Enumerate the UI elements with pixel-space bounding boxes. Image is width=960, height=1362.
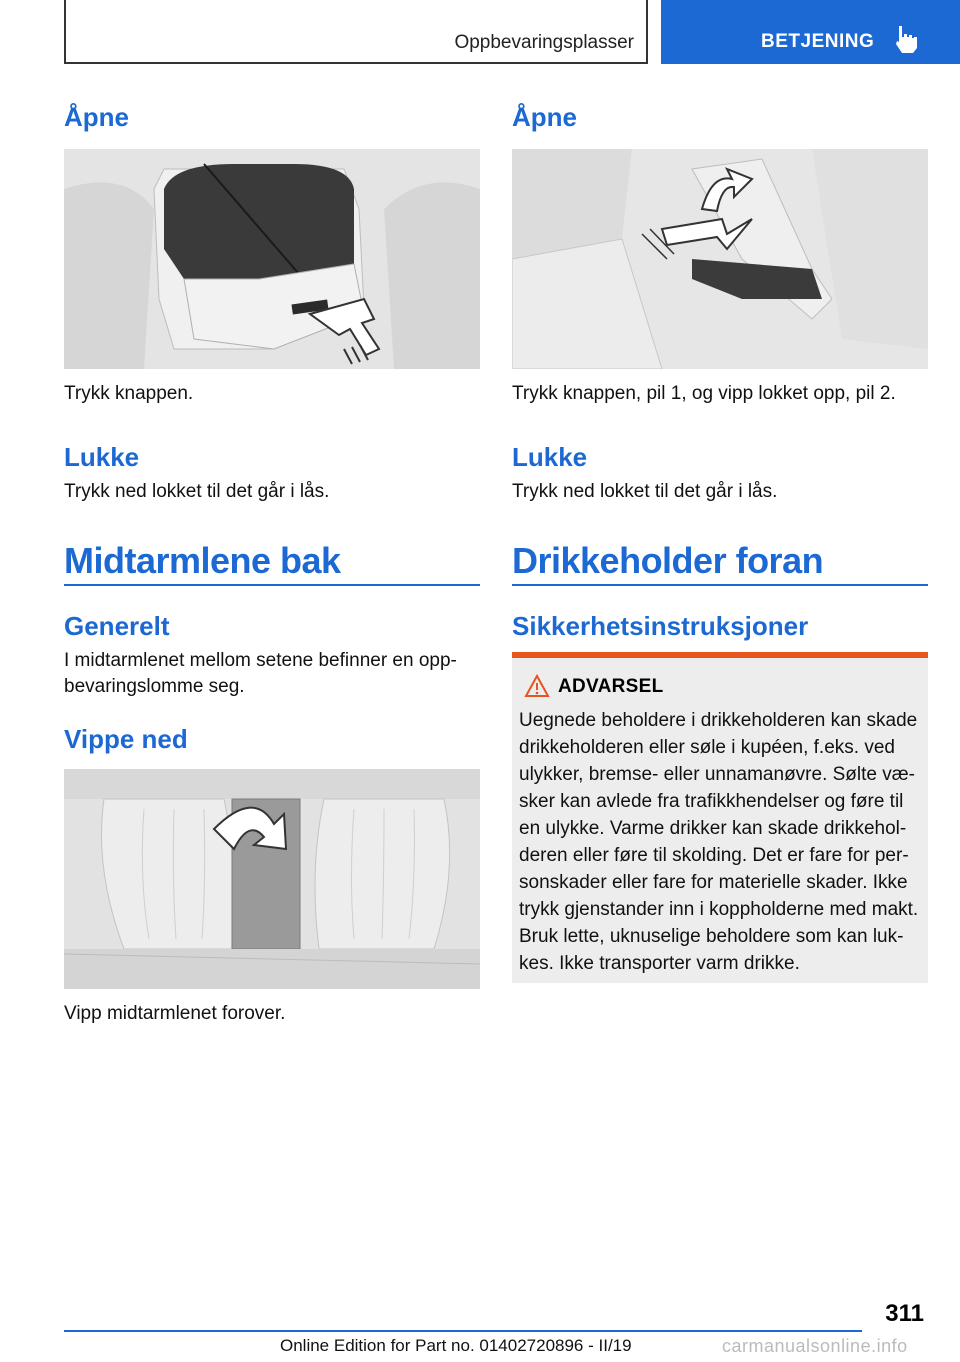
armrest-button-image xyxy=(64,149,480,369)
fold-caption: Vipp midtarmlenet forover. xyxy=(64,1003,286,1024)
footer-watermark: carmanualsonline.info xyxy=(722,1336,908,1356)
rear-seat-image xyxy=(64,769,480,989)
warning-text: Uegnede beholdere i drikkeholderen kan skade drikkeholderen eller søle i kupéen, f.eks. ved ulykker, bremse- eller unnamanøvre. Sølte væ-sker kan avlede fra trafikkhendelser og føre til en ulykke. Varme drikker kan skade drikkehol-deren eller føre til skolding. Det er fare for per-sonskader eller fare for materielle skader. Ikke trykk gjenstander inn i koppholderne med makt. Bruk lette, uknuselige beholdere som kan luk-kes. Ikke transporter varm drikke. xyxy=(519,710,919,974)
section-title-cupholder: Drikkeholder foran xyxy=(512,540,824,581)
close-heading-left: Lukke xyxy=(64,442,140,472)
header-section-title: Oppbevaringsplasser xyxy=(454,32,634,53)
page-number: 311 xyxy=(885,1300,924,1327)
general-heading: Generelt xyxy=(64,611,170,641)
close-heading-right: Lukke xyxy=(512,442,588,472)
rear-seat-armrest-illustration xyxy=(64,769,480,989)
warning-bar xyxy=(512,652,928,658)
footer-edition: Online Edition for Part no. 01402720896 - II/19 xyxy=(280,1336,632,1355)
close-text-left: Trykk ned lokket til det går i lås. xyxy=(64,481,330,502)
open-heading-right: Åpne xyxy=(512,102,577,132)
armrest-lid-illustration xyxy=(512,149,928,369)
header-chapter-tab[interactable] xyxy=(661,0,960,64)
warning-box xyxy=(512,652,928,983)
close-text-right: Trykk ned lokket til det går i lås. xyxy=(512,481,778,502)
armrest-lid-image xyxy=(512,149,928,369)
header-section-box xyxy=(64,0,648,64)
open-caption-left: Trykk knappen. xyxy=(64,383,194,404)
open-caption-right: Trykk knappen, pil 1, og vipp lokket opp, pil 2. xyxy=(512,383,896,404)
section-rule-right xyxy=(512,584,928,586)
warning-title: ADVARSEL xyxy=(558,676,664,697)
fold-heading: Vippe ned xyxy=(64,724,188,754)
warning-triangle-icon xyxy=(524,674,550,698)
footer-rule xyxy=(64,1330,862,1332)
open-heading-left: Åpne xyxy=(64,102,129,132)
safety-heading: Sikkerhetsinstruksjoner xyxy=(512,611,809,641)
general-text: I midtarmlenet mellom setene befinner en opp-bevaringslomme seg. xyxy=(64,650,457,697)
section-rule-left xyxy=(64,584,480,586)
hand-pointer-icon xyxy=(893,24,919,54)
armrest-button-illustration xyxy=(64,149,480,369)
section-title-rear-armrest: Midtarmlene bak xyxy=(64,540,341,581)
header-chapter-label: BETJENING xyxy=(761,31,875,52)
